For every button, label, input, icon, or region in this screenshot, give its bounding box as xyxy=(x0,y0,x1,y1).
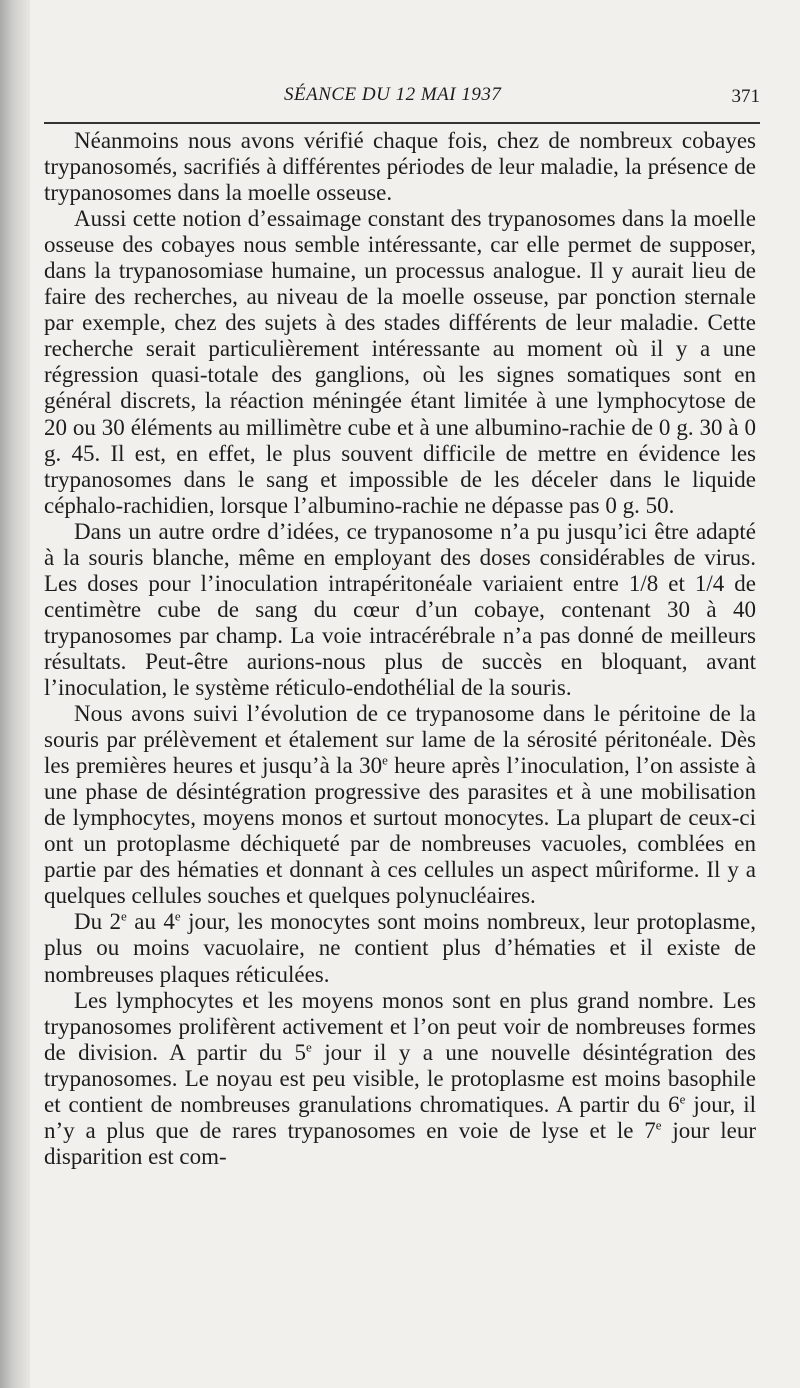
paragraph-6 xyxy=(44,988,756,1170)
page-number: 371 xyxy=(731,86,760,107)
paragraph-1-text: Néanmoins nous avons vérifié chaque fois, chez de nombreux cobayes trypanosomés, sacrifiés à différentes périodes de leur maladie, la présence de trypanosomes dans la moelle osseuse. xyxy=(44,128,756,206)
header-rule xyxy=(44,122,760,124)
paragraph-3 xyxy=(44,519,756,701)
paragraph-6-text-middle-2: jour, il n’y a plus que de rares trypanosomes en voie de lyse et le 7 xyxy=(44,1091,756,1143)
running-title: SÉANCE DU 12 MAI 1937 xyxy=(284,84,502,105)
paragraph-1 xyxy=(44,128,756,206)
paragraph-4-text-start: Nous avons suivi l’évolution de ce trypanosome dans le péritoine de la souris par prélèvement et étalement sur lame de la sérosité péritonéale. Dès les premières heures et jusqu’à la 30 xyxy=(44,701,756,779)
body-text xyxy=(44,128,756,1170)
paragraph-6-text-start: Les lymphocytes et les moyens monos sont en plus grand nombre. Les trypanosomes prolifèrent activement et l’on peut voir de nombreuses formes de division. A partir du 5 xyxy=(44,987,756,1065)
paragraph-6-text-end: jour leur disparition est com- xyxy=(44,1117,756,1169)
ordinal-suffix: e xyxy=(306,1038,312,1054)
paragraph-4-text-end: heure après l’inoculation, l’on assiste à une phase de désintégration progressive des parasites et à une mobilisation de lymphocytes, moyens monos et surtout monocytes. La plupart de ceux-ci ont un protoplasme déchiqueté par de nombreuses vacuoles, comblées en partie par des hématies et donnant à ces cellules un aspect mûriforme. Il y a quelques cellules souches et quelques polynucléaires. xyxy=(44,753,756,909)
ordinal-suffix: e xyxy=(174,908,181,924)
ordinal-suffix: e xyxy=(655,1117,662,1133)
paragraph-5-text-end: jour, les monocytes sont moins nombreux, leur protoplasme, plus ou moins vacuolaire, ne contient plus d’hématies et il existe de nombreuses plaques réticulées. xyxy=(44,909,756,987)
paragraph-6-text-middle: jour il y a une nouvelle désintégration des trypanosomes. Le noyau est peu visible, le protoplasme est moins basophile et contient de nombreuses granulations chromatiques. A partir du 6 xyxy=(44,1039,756,1117)
ordinal-suffix: e xyxy=(679,1091,686,1107)
book-page xyxy=(44,0,784,1388)
ordinal-suffix: e xyxy=(382,752,388,768)
paragraph-5-text-start: Du 2 xyxy=(74,909,122,935)
running-head xyxy=(44,84,760,114)
ordinal-suffix: e xyxy=(121,908,127,924)
book-spine-shadow xyxy=(0,0,30,1388)
paragraph-2 xyxy=(44,206,756,519)
paragraph-4 xyxy=(44,701,756,909)
paragraph-5-text-middle: au 4 xyxy=(126,909,175,935)
paragraph-3-text: Dans un autre ordre d’idées, ce trypanosome n’a pu jusqu’ici être adapté à la souris blanche, même en employant des doses considérables de virus. Les doses pour l’inoculation intrapéritonéale variaient entre 1/8 et 1/4 de centimètre cube de sang du cœur d’un cobaye, contenant 30 à 40 trypanosomes par champ. La voie intracérébrale n’a pas donné de meilleurs résultats. Peut-être aurions-nous plus de succès en bloquant, avant l’inoculation, le système réticulo-endothélial de la souris. xyxy=(44,518,756,700)
paragraph-5 xyxy=(44,909,756,987)
paragraph-2-text: Aussi cette notion d’essaimage constant des trypanosomes dans la moelle osseuse des cobayes nous semble intéressante, car elle permet de supposer, dans la trypanosomiase humaine, un processus analogue. Il y aurait lieu de faire des recherches, au niveau de la moelle osseuse, par ponction sternale par exemple, chez des sujets à des stades différents de leur maladie. Cette recherche serait particulièrement intéressante au moment où il y a une régression quasi-totale des ganglions, où les signes somatiques sont en général discrets, la réaction méningée étant limitée à une lymphocytose de 20 ou 30 éléments au millimètre cube et à une albumino-rachie de 0 g. 30 à 0 g. 45. Il est, en effet, le plus souvent difficile de mettre en évidence les trypanosomes dans le sang et impossible de les déceler dans le liquide céphalo-rachidien, lorsque l’albumino-rachie ne dépasse pas 0 g. 50. xyxy=(44,206,756,518)
